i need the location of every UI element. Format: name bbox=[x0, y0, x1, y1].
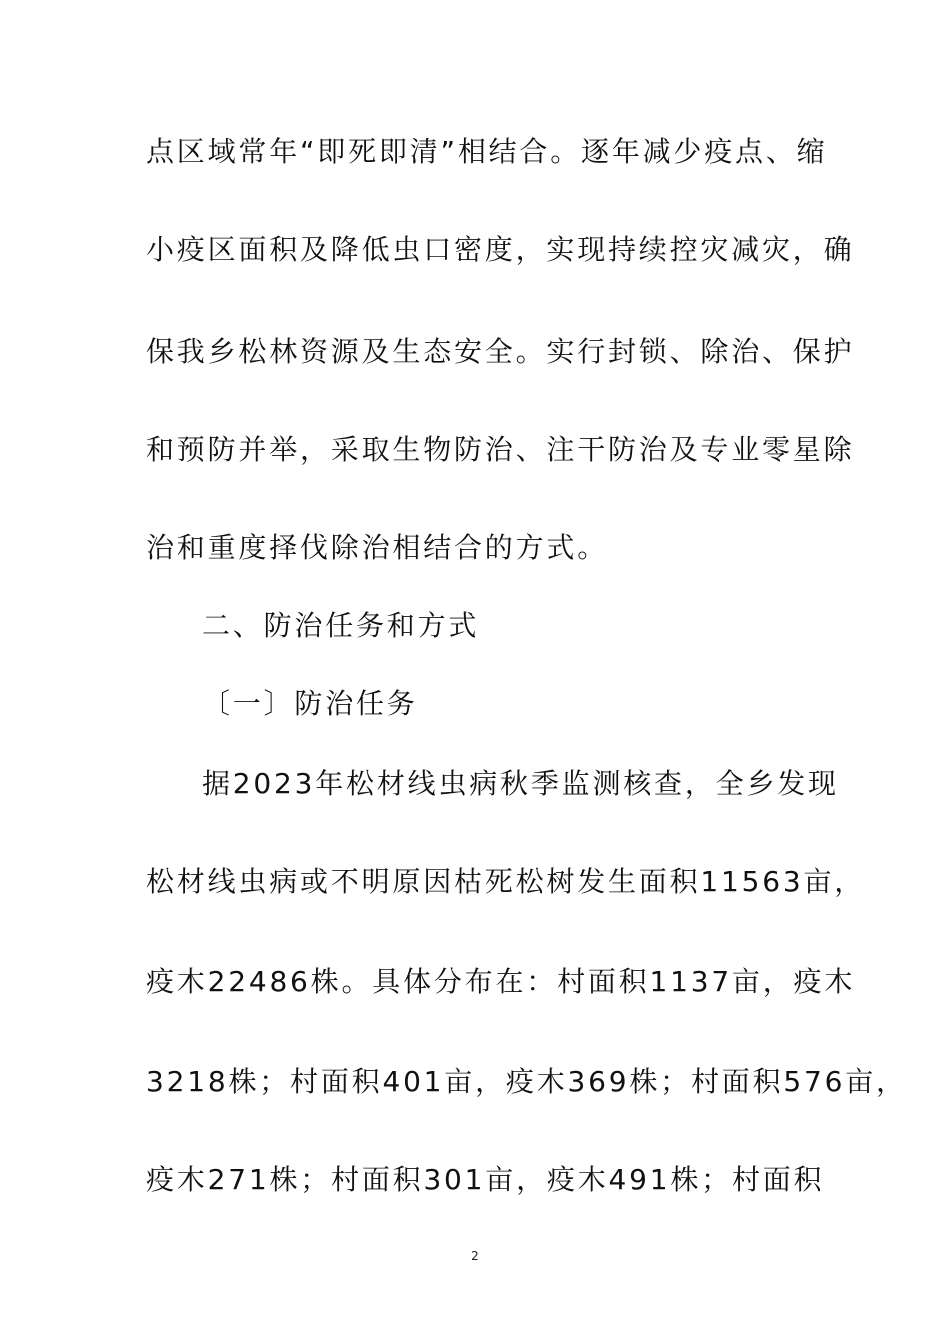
subsection-heading: 〔一〕防治任务 bbox=[202, 687, 418, 720]
body-text-line: 和预防并举，采取生物防治、注干防治及专业零星除 bbox=[146, 433, 855, 466]
body-text-line: 保我乡松林资源及生态安全。实行封锁、除治、保护 bbox=[146, 335, 855, 368]
body-text-line: 疫木22486株。具体分布在：村面积1137亩，疫木 bbox=[146, 965, 856, 998]
page-number: 2 bbox=[471, 1249, 479, 1263]
section-heading: 二、防治任务和方式 bbox=[202, 609, 480, 642]
body-text-line: 点区域常年“即死即清”相结合。逐年减少疫点、缩 bbox=[146, 135, 828, 168]
body-text-line: 治和重度择伐除治相结合的方式。 bbox=[146, 531, 609, 564]
body-text-line: 3218株；村面积401亩，疫木369株；村面积576亩， bbox=[146, 1065, 907, 1098]
paragraph-first-line: 据2023年松材线虫病秋季监测核查，全乡发现 bbox=[202, 767, 839, 800]
body-text-line: 小疫区面积及降低虫口密度，实现持续控灾减灾，确 bbox=[146, 233, 855, 266]
body-text-line: 疫木271株；村面积301亩，疫木491株；村面积 bbox=[146, 1163, 825, 1196]
body-text-line: 松材线虫病或不明原因枯死松树发生面积11563亩， bbox=[146, 865, 866, 898]
